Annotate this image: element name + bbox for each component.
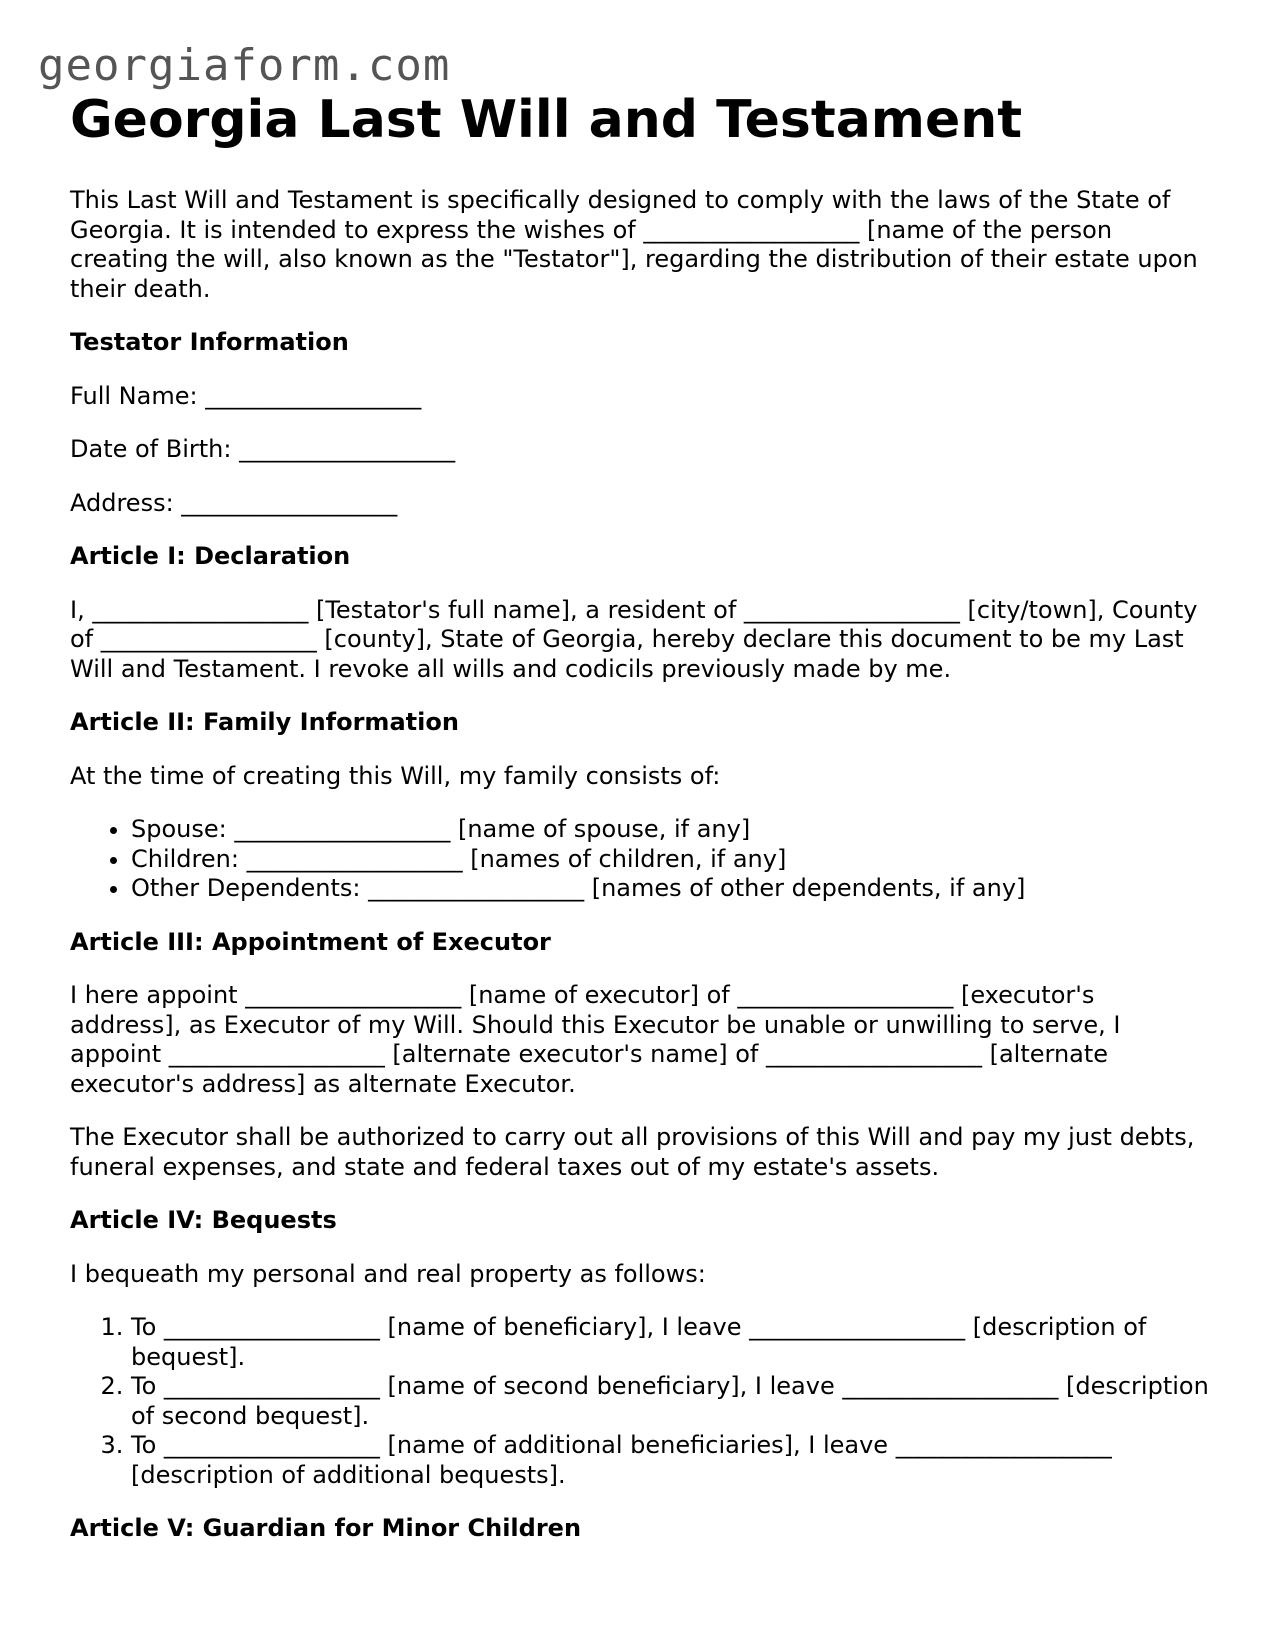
family-item-dependents: • Other Dependents: __________________ [names of other dependents, if any]	[131, 874, 1210, 904]
watermark: georgiaform.com	[38, 40, 451, 91]
article-1-heading: Article I: Declaration	[70, 542, 351, 570]
article-2-text: At the time of creating this Will, my family consists of:	[70, 761, 721, 790]
intro-paragraph: This Last Will and Testament is specifically designed to comply with the laws of the State of Georgia. It is intended to express the wishes of __________________ [name of the person creating the will, also known as the "Testator"], regarding the distribution of their estate upon their death.	[70, 186, 1198, 303]
article-2-heading: Article II: Family Information	[70, 708, 459, 736]
full-name-field: Full Name: __________________	[70, 381, 422, 410]
family-item-children: • Children: __________________ [names of children, if any]	[131, 845, 1210, 875]
bequest-list	[70, 1313, 1210, 1490]
article-3-text-2: The Executor shall be authorized to carry out all provisions of this Will and pay my just debts, funeral expenses, and state and federal taxes out of my estate's assets.	[70, 1123, 1195, 1181]
article-1-text: I, __________________ [Testator's full name], a resident of __________________ [city/town], County of __________________ [county], State of Georgia, hereby declare this document to be my Last Will and Testament. I revoke all wills and codicils previously made by me.	[70, 595, 1198, 683]
address-field: Address: __________________	[70, 488, 398, 517]
date-of-birth-field: Date of Birth: __________________	[70, 435, 456, 463]
family-item-spouse: • Spouse: __________________ [name of spouse, if any]	[131, 815, 1210, 845]
article-3-heading: Article III: Appointment of Executor	[70, 927, 551, 956]
article-4-text: I bequeath my personal and real property as follows:	[70, 1259, 706, 1288]
article-3-text-1: I here appoint __________________ [name of executor] of __________________ [executor's address], as Executor of my Will. Should this Executor be unable or unwilling to serve, I appoint __________________ [alternate executor's name] of __________________ [alternate executor's address] as alternate Executor.	[70, 981, 1121, 1098]
family-list	[70, 815, 1210, 904]
document-title: Georgia Last Will and Testament	[70, 90, 1023, 150]
article-4-heading: Article IV: Bequests	[70, 1206, 337, 1234]
testator-heading: Testator Information	[70, 328, 349, 356]
bequest-item-1: 1. To __________________ [name of beneficiary], I leave __________________ [description of bequest].	[131, 1313, 1210, 1372]
article-5-heading: Article V: Guardian for Minor Children	[70, 1514, 582, 1542]
bequest-item-2: 2. To __________________ [name of second beneficiary], I leave __________________ [description of second bequest].	[131, 1372, 1210, 1431]
bequest-item-3: 3. To __________________ [name of additional beneficiaries], I leave __________________ [description of additional bequests].	[131, 1431, 1210, 1490]
document-body	[70, 88, 1210, 1568]
